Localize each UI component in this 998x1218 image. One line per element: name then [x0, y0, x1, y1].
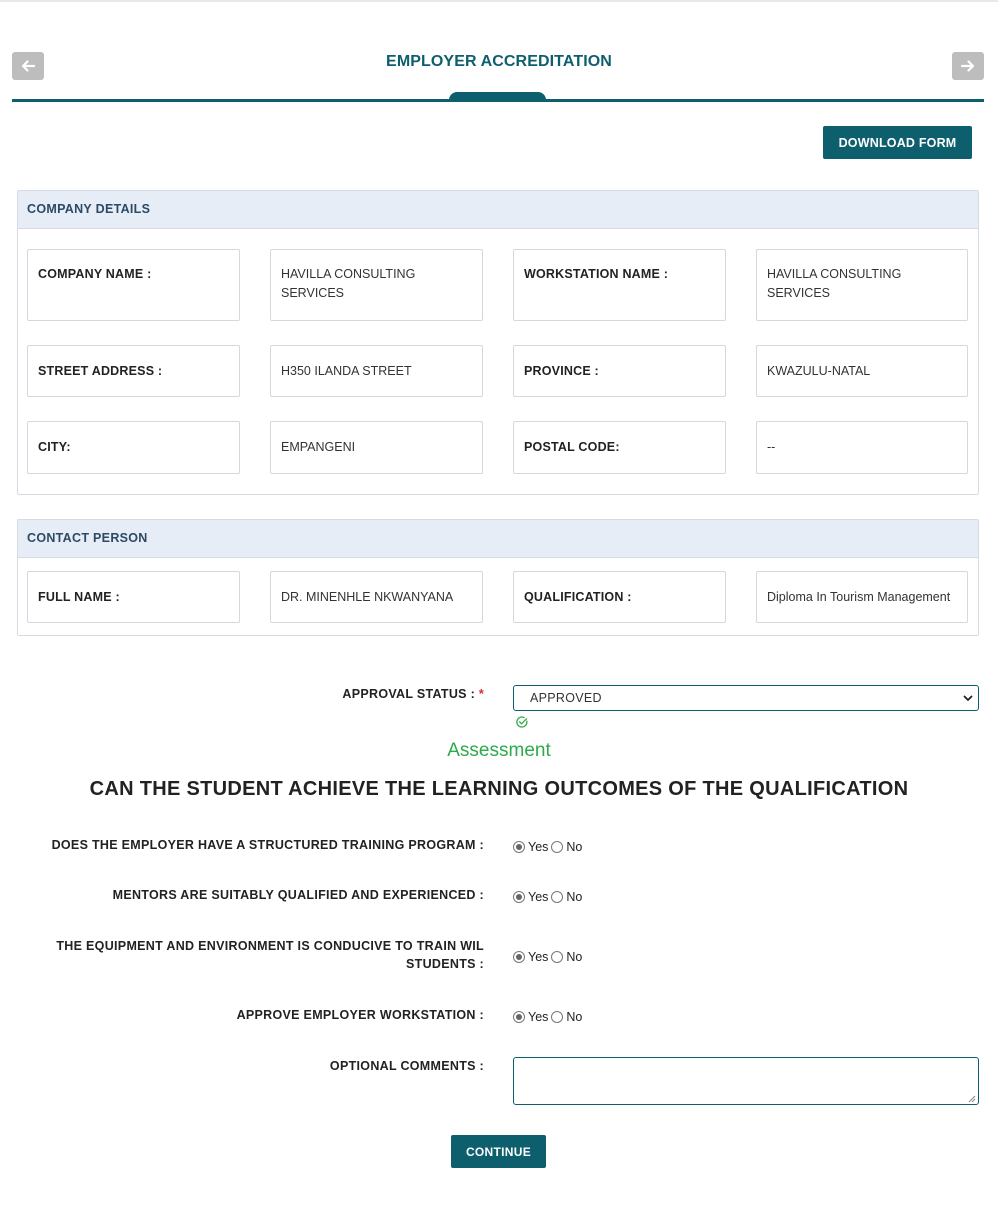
- structured-training-yes-radio[interactable]: [513, 841, 525, 853]
- arrow-right-icon: [960, 58, 976, 74]
- approve-workstation-label: APPROVE EMPLOYER WORKSTATION :: [236, 1008, 484, 1022]
- continue-button[interactable]: CONTINUE: [451, 1135, 546, 1168]
- approval-status-label-text: APPROVAL STATUS :: [342, 687, 476, 701]
- approval-status-select[interactable]: [513, 685, 979, 711]
- postal-code-value: --: [756, 421, 968, 474]
- city-value: EMPANGENI: [270, 421, 483, 474]
- chevron-down-icon: [962, 692, 974, 704]
- contact-person-heading: CONTACT PERSON: [18, 520, 978, 558]
- no-label: No: [566, 890, 583, 904]
- mentors-qualified-radio-group: [513, 890, 585, 904]
- full-name-label: FULL NAME :: [27, 571, 240, 623]
- optional-comments-textarea[interactable]: [513, 1057, 979, 1105]
- no-label: No: [566, 840, 583, 854]
- workstation-name-value: HAVILLA CONSULTING SERVICES: [756, 249, 968, 321]
- equipment-environment-label: [30, 937, 484, 973]
- city-label: CITY:: [27, 421, 240, 474]
- page-title: EMPLOYER ACCREDITATION: [386, 53, 612, 70]
- top-border: [0, 0, 998, 2]
- approve-workstation-no-radio[interactable]: [551, 1011, 563, 1023]
- next-button[interactable]: [952, 52, 984, 80]
- header-tab-indicator: [449, 92, 546, 102]
- equipment-environment-radio-group: [513, 950, 585, 964]
- full-name-value: DR. MINENHLE NKWANYANA: [270, 571, 483, 623]
- mentors-qualified-no-radio[interactable]: [551, 891, 563, 903]
- street-address-label: STREET ADDRESS :: [27, 345, 240, 397]
- required-marker: *: [478, 687, 484, 701]
- province-value: KWAZULU-NATAL: [756, 345, 968, 397]
- yes-label: Yes: [528, 890, 549, 904]
- download-form-button[interactable]: DOWNLOAD FORM: [823, 126, 972, 159]
- optional-comments-label: OPTIONAL COMMENTS :: [329, 1059, 484, 1073]
- yes-label: Yes: [528, 950, 549, 964]
- yes-label: Yes: [528, 840, 549, 854]
- approval-status-label: [200, 685, 484, 703]
- learning-outcomes-question: CAN THE STUDENT ACHIEVE THE LEARNING OUTCOMES OF THE QUALIFICATION: [89, 778, 909, 800]
- equipment-environment-no-radio[interactable]: [551, 951, 563, 963]
- company-details-panel: [17, 190, 979, 495]
- no-label: No: [566, 1010, 583, 1024]
- equipment-environment-yes-radio[interactable]: [513, 951, 525, 963]
- resize-handle-icon[interactable]: [967, 1094, 976, 1103]
- qualification-value: Diploma In Tourism Management: [756, 571, 968, 623]
- contact-person-panel: [17, 519, 979, 636]
- workstation-name-label: WORKSTATION NAME :: [513, 249, 726, 321]
- qualification-label: QUALIFICATION :: [513, 571, 726, 623]
- province-label: PROVINCE :: [513, 345, 726, 397]
- check-circle-icon: [515, 715, 529, 729]
- mentors-qualified-label: MENTORS ARE SUITABLY QUALIFIED AND EXPERIENCED :: [112, 888, 484, 902]
- company-details-heading: COMPANY DETAILS: [18, 191, 978, 229]
- mentors-qualified-yes-radio[interactable]: [513, 891, 525, 903]
- company-name-label: COMPANY NAME :: [27, 249, 240, 321]
- structured-training-label: DOES THE EMPLOYER HAVE A STRUCTURED TRAINING PROGRAM :: [51, 838, 484, 852]
- equipment-environment-label-line2: STUDENTS :: [406, 957, 484, 971]
- yes-label: Yes: [528, 1010, 549, 1024]
- approval-status-selected: APPROVED: [530, 691, 602, 705]
- street-address-value: H350 ILANDA STREET: [270, 345, 483, 397]
- equipment-environment-label-line1: THE EQUIPMENT AND ENVIRONMENT IS CONDUCIVE TO TRAIN WIL: [56, 939, 484, 953]
- company-name-value: HAVILLA CONSULTING SERVICES: [270, 249, 483, 321]
- structured-training-no-radio[interactable]: [551, 841, 563, 853]
- postal-code-label: POSTAL CODE:: [513, 421, 726, 474]
- no-label: No: [566, 950, 583, 964]
- approve-workstation-radio-group: [513, 1010, 585, 1024]
- structured-training-radio-group: [513, 840, 585, 854]
- assessment-heading: Assessment: [447, 740, 551, 761]
- approve-workstation-yes-radio[interactable]: [513, 1011, 525, 1023]
